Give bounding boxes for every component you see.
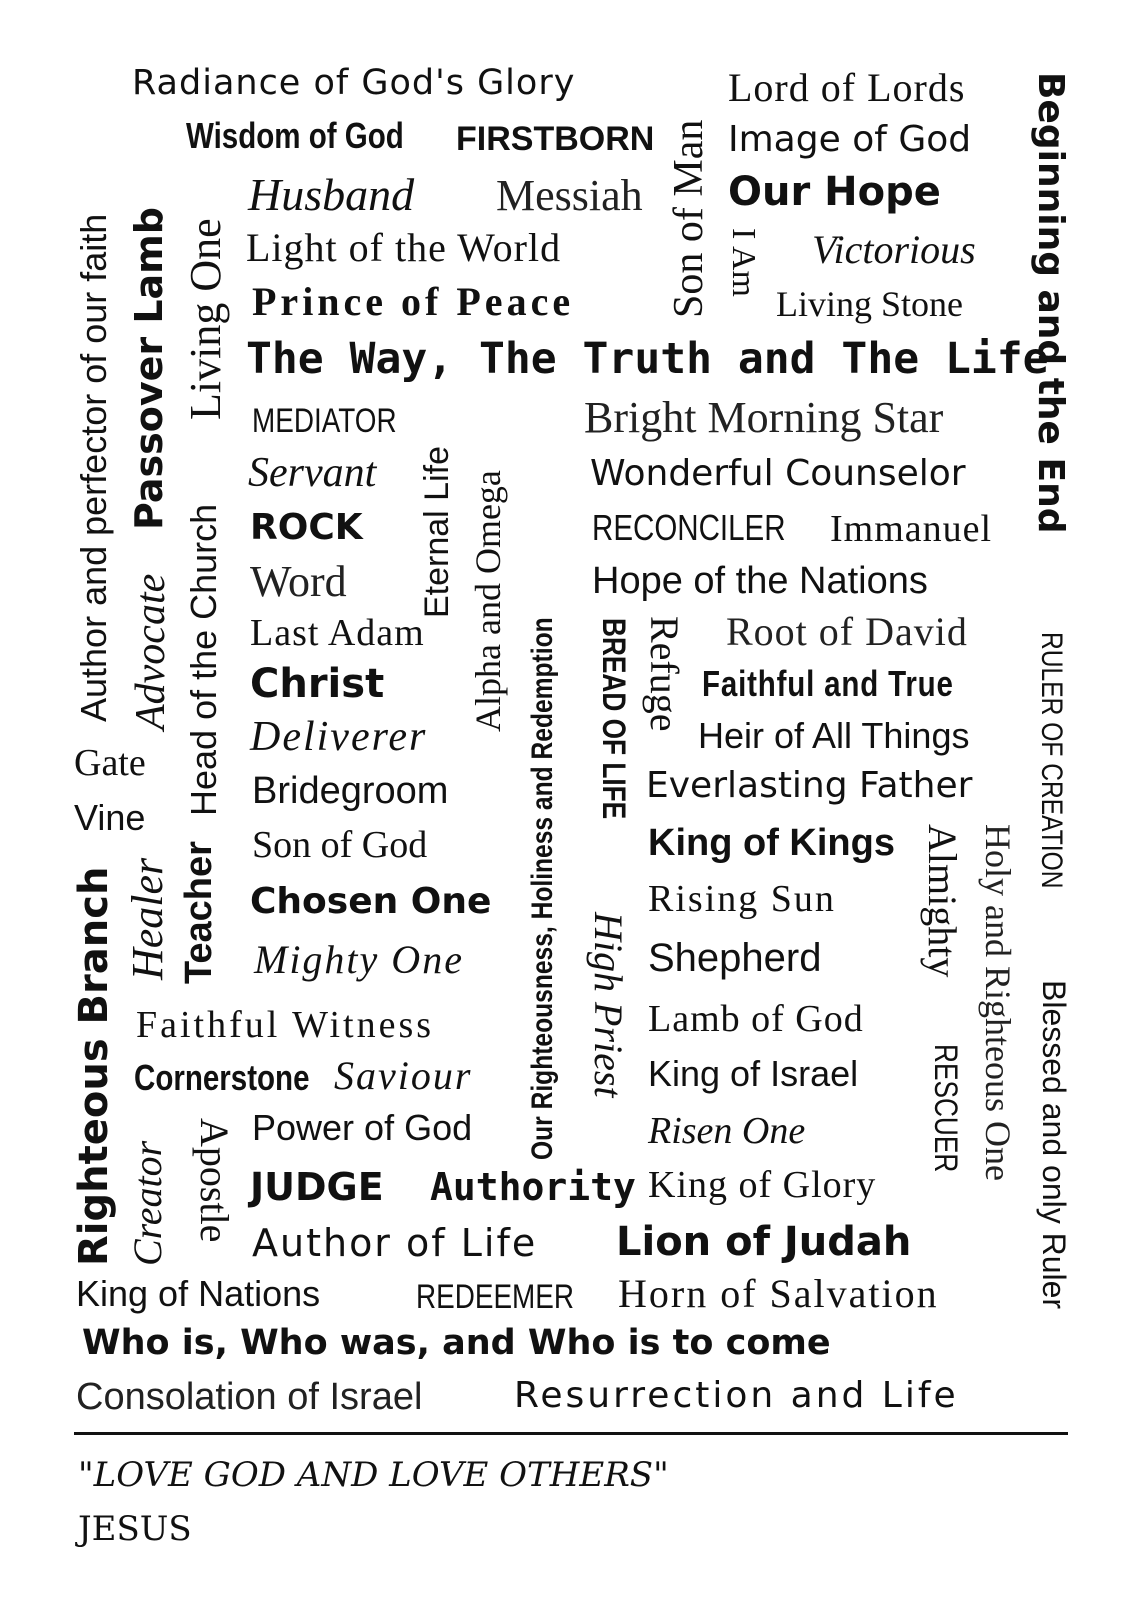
word-messiah: Messiah — [496, 171, 643, 220]
word-wisdom: Wisdom of God — [186, 115, 404, 156]
word-heir: Heir of All Things — [698, 715, 970, 756]
word-risen-one: Risen One — [648, 1110, 806, 1152]
word-almighty: Almighty — [920, 824, 965, 978]
word-image-of-god: Image of God — [728, 119, 972, 160]
word-ruler-of-creation: RULER OF CREATION — [1035, 632, 1068, 889]
word-author-of-life: Author of Life — [252, 1221, 538, 1265]
word-word: Word — [250, 557, 347, 606]
word-last-adam: Last Adam — [250, 612, 425, 654]
word-bread-of-life: BREAD OF LIFE — [596, 618, 632, 820]
word-consolation: Consolation of Israel — [76, 1376, 423, 1418]
word-deliverer: Deliverer — [250, 714, 428, 760]
word-lion-of-judah: Lion of Judah — [616, 1219, 912, 1265]
word-rock: ROCK — [250, 507, 363, 548]
word-judge: JUDGE — [250, 1165, 384, 1209]
word-teacher: Teacher — [178, 841, 220, 984]
footer-divider — [74, 1432, 1068, 1435]
word-root-of-david: Root of David — [726, 609, 968, 654]
word-hope-of-nations: Hope of the Nations — [592, 560, 928, 602]
word-son-of-man: Son of Man — [666, 119, 712, 318]
word-beginning-end: Beginning and the End — [1030, 72, 1071, 534]
word-high-priest: High Priest — [586, 912, 631, 1098]
word-everlasting-father: Everlasting Father — [646, 765, 973, 806]
word-radiance: Radiance of God's Glory — [132, 63, 576, 103]
word-advocate: Advocate — [128, 573, 174, 730]
word-way-truth-life: The Way, The Truth and The Life — [246, 334, 1049, 384]
word-victorious: Victorious — [812, 227, 976, 272]
word-cornerstone: Cornerstone — [134, 1057, 310, 1098]
footer-attribution: JESUS — [78, 1509, 192, 1549]
word-who-is: Who is, Who was, and Who is to come — [82, 1323, 831, 1363]
word-bridegroom: Bridegroom — [252, 770, 449, 812]
word-holy-righteous: Holy and Righteous One — [978, 824, 1018, 1181]
word-eternal-life: Eternal Life — [418, 446, 456, 618]
word-prince-of-peace: Prince of Peace — [252, 279, 575, 324]
word-mighty-one: Mighty One — [254, 937, 464, 982]
word-resurrection: Resurrection and Life — [514, 1375, 959, 1416]
word-shepherd: Shepherd — [648, 936, 822, 980]
word-refuge: Refuge — [642, 616, 687, 732]
word-righteousness: Our Righteousness, Holiness and Redemption — [526, 617, 559, 1160]
word-alpha-omega: Alpha and Omega — [468, 470, 508, 732]
word-king-of-nations: King of Nations — [76, 1273, 321, 1314]
word-rescuer: RESCUER — [928, 1044, 964, 1173]
word-apostle: Apostle — [192, 1118, 237, 1243]
word-rising-sun: Rising Sun — [648, 878, 836, 920]
word-power-of-god: Power of God — [252, 1107, 473, 1148]
word-blessed-ruler: Blessed and only Ruler — [1036, 980, 1072, 1310]
word-righteous-branch: Righteous Branch — [71, 866, 117, 1266]
word-king-of-israel: King of Israel — [648, 1053, 859, 1094]
word-husband: Husband — [248, 169, 415, 220]
word-faithful-witness: Faithful Witness — [136, 1004, 435, 1046]
word-chosen-one: Chosen One — [250, 881, 492, 922]
word-vine: Vine — [74, 797, 146, 838]
word-living-one: Living One — [181, 218, 230, 420]
word-servant: Servant — [248, 450, 377, 496]
word-saviour: Saviour — [334, 1053, 473, 1098]
word-author-perfector: Author and perfector of our faith — [73, 213, 114, 722]
word-immanuel: Immanuel — [830, 508, 993, 550]
word-head-of-church: Head of the Church — [183, 503, 224, 816]
word-authority: Authority — [430, 1165, 636, 1209]
word-firstborn: FIRSTBORN — [456, 120, 655, 158]
word-creator: Creator — [125, 1140, 170, 1266]
word-king-of-glory: King of Glory — [648, 1164, 877, 1206]
footer-quote: "LOVE GOD AND LOVE OTHERS" — [78, 1455, 669, 1495]
word-mediator: MEDIATOR — [252, 402, 397, 440]
word-wonderful-counselor: Wonderful Counselor — [590, 453, 966, 494]
word-our-hope: Our Hope — [728, 169, 941, 215]
word-lord-of-lords: Lord of Lords — [728, 65, 966, 110]
word-light-of-world: Light of the World — [246, 225, 562, 270]
word-christ: Christ — [250, 661, 385, 707]
word-bright-morning-star: Bright Morning Star — [584, 393, 944, 442]
word-horn-of-salvation: Horn of Salvation — [618, 1271, 939, 1316]
word-redeemer: REDEEMER — [416, 1278, 575, 1316]
word-healer: Healer — [123, 857, 172, 980]
word-faithful-true: Faithful and True — [702, 663, 954, 704]
word-passover-lamb: Passover Lamb — [127, 207, 171, 530]
word-king-of-kings: King of Kings — [648, 822, 895, 864]
word-son-of-god: Son of God — [252, 824, 428, 866]
word-reconciler: RECONCILER — [592, 507, 786, 548]
word-i-am: I Am — [725, 228, 762, 297]
word-gate: Gate — [74, 742, 146, 784]
word-lamb-of-god: Lamb of God — [648, 998, 864, 1040]
word-living-stone: Living Stone — [776, 284, 963, 324]
